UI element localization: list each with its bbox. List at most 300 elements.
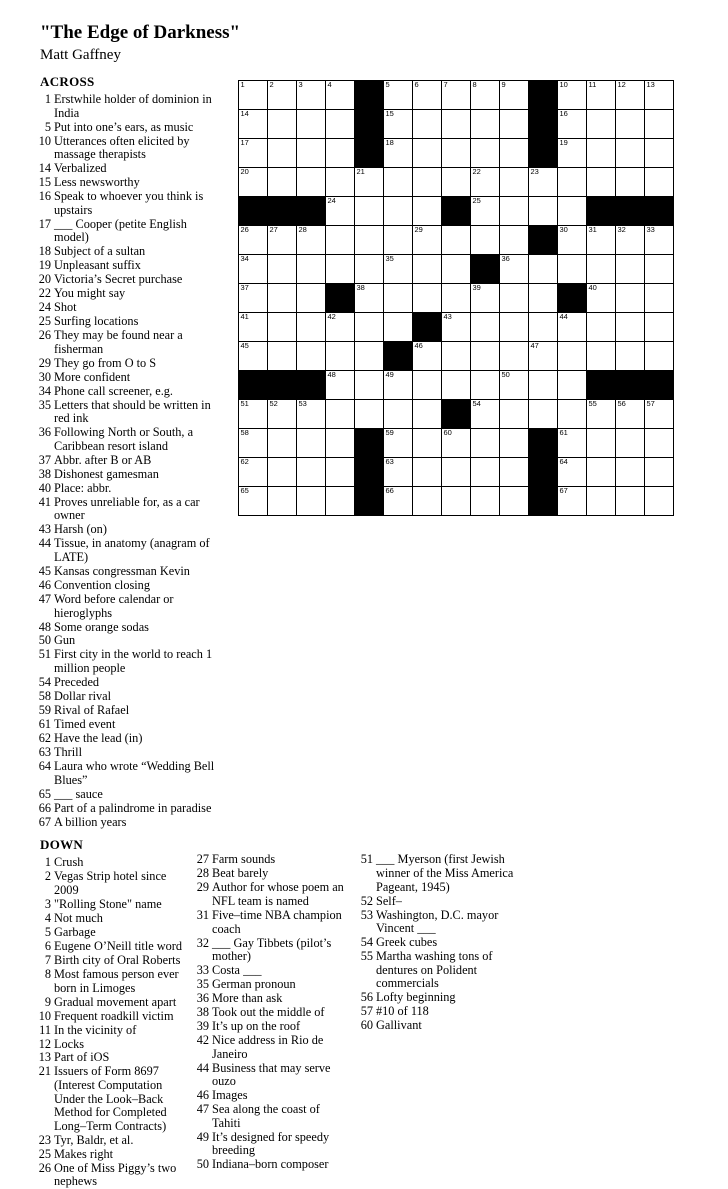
grid-cell[interactable] (587, 139, 616, 168)
grid-cell[interactable] (442, 139, 471, 168)
grid-cell[interactable] (326, 400, 355, 429)
grid-cell[interactable] (442, 284, 471, 313)
grid-cell[interactable] (442, 371, 471, 400)
clue-text: Laura who wrote “Wedding Bell Blues” (54, 758, 215, 787)
clue-item (198, 1089, 350, 1103)
grid-cell[interactable] (616, 168, 645, 197)
grid-cell[interactable] (413, 197, 442, 226)
grid-cell[interactable] (442, 458, 471, 487)
grid-cell-block (442, 197, 471, 226)
grid-cell[interactable] (268, 139, 297, 168)
grid-cell[interactable] (384, 197, 413, 226)
grid-cell[interactable] (471, 284, 500, 313)
clue-text: "Rolling Stone" name (54, 897, 162, 912)
clue-item (40, 1134, 186, 1148)
grid-cell[interactable] (500, 313, 529, 342)
clue-text: Lofty beginning (376, 990, 456, 1005)
grid-cell[interactable] (645, 110, 674, 139)
grid-cell[interactable] (529, 168, 558, 197)
grid-cell[interactable] (645, 487, 674, 516)
grid-cell[interactable] (384, 371, 413, 400)
grid-cell-block (384, 342, 413, 371)
grid-cell-block (268, 371, 297, 400)
grid-cell[interactable] (297, 81, 326, 110)
across-clue-list (40, 93, 222, 829)
grid-cell[interactable] (297, 168, 326, 197)
grid-cell-number: 14 (240, 109, 249, 118)
clue-item (40, 760, 222, 787)
grid-cell[interactable] (326, 313, 355, 342)
grid-cell[interactable] (558, 226, 587, 255)
grid-cell[interactable] (268, 284, 297, 313)
grid-cell[interactable] (471, 487, 500, 516)
clue-text: Abbr. after B or AB (54, 452, 152, 467)
grid-cell[interactable] (268, 400, 297, 429)
grid-cell[interactable] (413, 168, 442, 197)
grid-cell[interactable] (471, 371, 500, 400)
grid-cell[interactable] (297, 400, 326, 429)
grid-cell[interactable] (500, 342, 529, 371)
grid-cell[interactable] (326, 429, 355, 458)
grid-cell[interactable] (558, 139, 587, 168)
grid-cell[interactable] (471, 226, 500, 255)
clue-item (40, 926, 186, 940)
grid-cell-number: 54 (472, 399, 481, 408)
clue-text: They may be found near a fisherman (54, 328, 183, 356)
grid-cell-number: 12 (617, 80, 626, 89)
grid-cell[interactable] (645, 429, 674, 458)
clue-item (40, 121, 222, 135)
grid-cell[interactable] (645, 313, 674, 342)
clue-item (40, 968, 186, 995)
grid-cell[interactable] (326, 342, 355, 371)
grid-cell-block (529, 429, 558, 458)
grid-cell[interactable] (326, 139, 355, 168)
grid-cell-number: 2 (269, 80, 274, 89)
clue-number: 21 (38, 1064, 51, 1079)
clue-text: Farm sounds (212, 852, 276, 867)
clue-item (40, 1051, 186, 1065)
grid-cell[interactable] (239, 284, 268, 313)
grid-cell-number: 19 (559, 138, 568, 147)
grid-cell[interactable] (355, 226, 384, 255)
grid-cell[interactable] (384, 458, 413, 487)
grid-cell[interactable] (500, 139, 529, 168)
grid-cell[interactable] (384, 139, 413, 168)
grid-cell[interactable] (268, 313, 297, 342)
grid-cell[interactable] (239, 110, 268, 139)
clue-text: Most famous person ever born in Limoges (54, 966, 179, 995)
grid-cell[interactable] (645, 458, 674, 487)
grid-cell[interactable] (471, 81, 500, 110)
grid-cell[interactable] (355, 284, 384, 313)
grid-cell[interactable] (558, 487, 587, 516)
spacer (198, 837, 350, 853)
grid-cell[interactable] (355, 371, 384, 400)
grid-cell[interactable] (587, 342, 616, 371)
clue-number: 36 (38, 425, 51, 440)
grid-cell[interactable] (239, 226, 268, 255)
grid-cell[interactable] (500, 458, 529, 487)
clue-number: 54 (360, 935, 373, 950)
grid-cell-block (442, 400, 471, 429)
grid-cell[interactable] (442, 110, 471, 139)
grid-cell[interactable] (268, 342, 297, 371)
grid-cell[interactable] (442, 168, 471, 197)
clue-item (362, 1005, 514, 1019)
grid-cell[interactable] (500, 371, 529, 400)
grid-cell[interactable] (384, 429, 413, 458)
grid-cell-number: 35 (385, 254, 394, 263)
grid-cell[interactable] (268, 110, 297, 139)
grid-cell[interactable] (587, 81, 616, 110)
grid-cell[interactable] (587, 313, 616, 342)
grid-cell[interactable] (413, 458, 442, 487)
grid-cell[interactable] (413, 429, 442, 458)
grid-cell[interactable] (413, 371, 442, 400)
clue-item (40, 399, 222, 426)
clue-number: 13 (38, 1050, 51, 1065)
grid-cell[interactable] (297, 226, 326, 255)
clue-item (40, 426, 222, 453)
grid-cell[interactable] (616, 255, 645, 284)
clue-text: Tissue, in anatomy (anagram of LATE) (54, 536, 210, 564)
grid-cell-number: 7 (443, 80, 448, 89)
clue-item (40, 329, 222, 356)
grid-cell[interactable] (529, 284, 558, 313)
grid-row (239, 313, 674, 342)
grid-cell-block (558, 284, 587, 313)
grid-cell-number: 29 (414, 225, 423, 234)
grid-cell[interactable] (326, 81, 355, 110)
grid-row (239, 197, 674, 226)
clue-number: 64 (38, 758, 51, 773)
grid-cell[interactable] (268, 487, 297, 516)
grid-cell[interactable] (239, 81, 268, 110)
grid-cell[interactable] (587, 226, 616, 255)
grid-cell[interactable] (616, 487, 645, 516)
grid-cell[interactable] (384, 313, 413, 342)
grid-cell[interactable] (442, 313, 471, 342)
grid-cell[interactable] (645, 284, 674, 313)
clue-item (40, 454, 222, 468)
clue-number: 40 (38, 480, 51, 495)
grid-cell[interactable] (558, 197, 587, 226)
grid-cell[interactable] (471, 110, 500, 139)
clue-number: 51 (360, 852, 373, 867)
clue-text: Frequent roadkill victim (54, 1008, 174, 1023)
grid-cell[interactable] (558, 400, 587, 429)
grid-cell[interactable] (442, 487, 471, 516)
clue-item (362, 936, 514, 950)
grid-cell-number: 60 (443, 428, 452, 437)
grid-cell[interactable] (471, 313, 500, 342)
grid-cell[interactable] (471, 168, 500, 197)
grid-cell[interactable] (587, 429, 616, 458)
grid-cell[interactable] (558, 168, 587, 197)
grid-cell[interactable] (384, 110, 413, 139)
grid-row (239, 371, 674, 400)
grid-cell-number: 16 (559, 109, 568, 118)
grid-cell[interactable] (616, 139, 645, 168)
grid-cell[interactable] (500, 197, 529, 226)
grid-cell[interactable] (529, 342, 558, 371)
clue-item (40, 1038, 186, 1052)
grid-cell[interactable] (413, 284, 442, 313)
grid-cell[interactable] (297, 139, 326, 168)
grid-cell[interactable] (297, 313, 326, 342)
grid-cell[interactable] (239, 400, 268, 429)
grid-cell[interactable] (558, 371, 587, 400)
grid-cell[interactable] (268, 429, 297, 458)
grid-cell[interactable] (587, 284, 616, 313)
grid-cell[interactable] (471, 342, 500, 371)
clue-item (40, 1148, 186, 1162)
clue-text: Proves unreliable for, as a car owner (54, 494, 200, 523)
grid-cell[interactable] (500, 400, 529, 429)
grid-cell[interactable] (558, 342, 587, 371)
grid-cell[interactable] (355, 255, 384, 284)
grid-cell[interactable] (471, 429, 500, 458)
grid-cell[interactable] (384, 255, 413, 284)
grid-cell[interactable] (413, 487, 442, 516)
clue-item (198, 1062, 350, 1089)
grid-cell[interactable] (239, 429, 268, 458)
grid-cell[interactable] (558, 313, 587, 342)
grid-cell[interactable] (268, 81, 297, 110)
grid-cell[interactable] (239, 313, 268, 342)
grid-cell[interactable] (500, 429, 529, 458)
clue-text: Dishonest gamesman (54, 466, 159, 481)
grid-cell[interactable] (616, 458, 645, 487)
clue-item (40, 565, 222, 579)
grid-cell[interactable] (413, 400, 442, 429)
grid-cell[interactable] (384, 81, 413, 110)
grid-cell-number: 32 (617, 225, 626, 234)
grid-cell[interactable] (500, 487, 529, 516)
grid-row (239, 168, 674, 197)
clue-number: 50 (196, 1157, 209, 1172)
grid-cell[interactable] (471, 458, 500, 487)
grid-cell[interactable] (616, 110, 645, 139)
clue-text: You might say (54, 286, 126, 301)
clue-number: 50 (38, 633, 51, 648)
grid-cell-number: 44 (559, 312, 568, 321)
grid-cell[interactable] (645, 400, 674, 429)
grid-cell[interactable] (384, 284, 413, 313)
grid-cell[interactable] (268, 255, 297, 284)
grid-cell[interactable] (442, 429, 471, 458)
grid-cell[interactable] (587, 110, 616, 139)
grid-cell[interactable] (529, 400, 558, 429)
grid-cell[interactable] (558, 429, 587, 458)
grid-cell[interactable] (529, 255, 558, 284)
grid-cell[interactable] (297, 284, 326, 313)
grid-cell[interactable] (297, 342, 326, 371)
grid-cell-block (529, 458, 558, 487)
grid-cell[interactable] (645, 226, 674, 255)
grid-cell[interactable] (616, 313, 645, 342)
grid-cell[interactable] (326, 255, 355, 284)
clue-text: Erstwhile holder of dominion in India (54, 92, 212, 120)
across-heading: ACROSS (40, 74, 95, 89)
clue-text: Unpleasant suffix (54, 258, 141, 273)
clue-text: Letters that should be written in red ink (54, 397, 211, 426)
grid-cell-block (297, 371, 326, 400)
grid-cell[interactable] (442, 226, 471, 255)
grid-cell-number: 48 (327, 370, 336, 379)
grid-cell[interactable] (326, 487, 355, 516)
grid-cell[interactable] (384, 487, 413, 516)
clue-item (40, 621, 222, 635)
grid-cell[interactable] (645, 81, 674, 110)
grid-cell[interactable] (616, 81, 645, 110)
clue-item (40, 287, 222, 301)
grid-cell-number: 3 (298, 80, 303, 89)
clue-text: In the vicinity of (54, 1022, 137, 1037)
clue-item (198, 964, 350, 978)
clue-number: 34 (38, 383, 51, 398)
grid-cell[interactable] (239, 255, 268, 284)
clue-text: Place: abbr. (54, 480, 112, 495)
grid-cell[interactable] (268, 226, 297, 255)
grid-cell[interactable] (239, 139, 268, 168)
grid-cell[interactable] (413, 81, 442, 110)
clue-text: Birth city of Oral Roberts (54, 952, 181, 967)
grid-cell[interactable] (587, 400, 616, 429)
clue-number: 53 (360, 907, 373, 922)
grid-cell[interactable] (500, 110, 529, 139)
grid-cell[interactable] (616, 429, 645, 458)
grid-cell[interactable] (384, 226, 413, 255)
clue-item (40, 315, 222, 329)
grid-cell[interactable] (384, 168, 413, 197)
grid-cell[interactable] (645, 139, 674, 168)
clue-item (40, 1065, 186, 1133)
grid-cell[interactable] (326, 226, 355, 255)
grid-cell[interactable] (558, 81, 587, 110)
clue-item (40, 870, 186, 897)
grid-cell[interactable] (558, 458, 587, 487)
grid-cell[interactable] (529, 371, 558, 400)
grid-cell[interactable] (239, 487, 268, 516)
grid-cell[interactable] (239, 342, 268, 371)
crossword-grid[interactable] (238, 80, 674, 516)
grid-cell[interactable] (326, 110, 355, 139)
grid-cell[interactable] (355, 400, 384, 429)
grid-cell[interactable] (471, 197, 500, 226)
clue-text: Following North or South, a Caribbean resort island (54, 425, 194, 453)
clue-text: Shot (54, 300, 77, 315)
down-clues-column-3 (362, 837, 514, 1033)
grid-cell[interactable] (326, 168, 355, 197)
grid-row (239, 429, 674, 458)
grid-cell[interactable] (355, 168, 384, 197)
clue-number: 57 (360, 1004, 373, 1019)
clue-number: 9 (44, 994, 51, 1009)
grid-cell[interactable] (442, 342, 471, 371)
grid-cell[interactable] (326, 197, 355, 226)
grid-cell[interactable] (239, 458, 268, 487)
grid-cell[interactable] (616, 226, 645, 255)
grid-cell[interactable] (268, 168, 297, 197)
grid-cell[interactable] (297, 255, 326, 284)
grid-cell[interactable] (239, 168, 268, 197)
grid-cell-number: 34 (240, 254, 249, 263)
clue-text: Self– (376, 893, 402, 908)
grid-cell[interactable] (471, 400, 500, 429)
grid-cell[interactable] (355, 197, 384, 226)
grid-cell[interactable] (355, 313, 384, 342)
grid-cell[interactable] (413, 255, 442, 284)
clue-text: #10 of 118 (376, 1004, 429, 1019)
grid-cell[interactable] (587, 168, 616, 197)
clue-text: Washington, D.C. mayor Vincent ___ (376, 907, 499, 936)
grid-cell-number: 39 (472, 283, 481, 292)
grid-cell[interactable] (645, 168, 674, 197)
grid-cell[interactable] (413, 139, 442, 168)
grid-cell[interactable] (297, 458, 326, 487)
grid-cell[interactable] (500, 226, 529, 255)
grid-cell[interactable] (587, 255, 616, 284)
grid-cell[interactable] (326, 458, 355, 487)
clue-item (198, 1020, 350, 1034)
grid-cell[interactable] (384, 400, 413, 429)
grid-cell-number: 21 (356, 167, 365, 176)
grid-cell[interactable] (645, 255, 674, 284)
grid-cell[interactable] (297, 487, 326, 516)
grid-cell[interactable] (355, 342, 384, 371)
clue-item (40, 301, 222, 315)
grid-cell-number: 43 (443, 312, 452, 321)
grid-cell[interactable] (326, 371, 355, 400)
clue-text: Makes right (54, 1146, 114, 1161)
grid-cell[interactable] (268, 458, 297, 487)
clue-text: Harsh (on) (54, 522, 107, 537)
grid-cell[interactable] (471, 139, 500, 168)
grid-cell[interactable] (645, 342, 674, 371)
grid-cell[interactable] (413, 110, 442, 139)
grid-cell[interactable] (442, 81, 471, 110)
grid-cell[interactable] (297, 429, 326, 458)
grid-cell[interactable] (500, 168, 529, 197)
grid-cell[interactable] (500, 255, 529, 284)
grid-cell[interactable] (297, 110, 326, 139)
grid-cell[interactable] (529, 313, 558, 342)
clue-text: More confident (54, 369, 131, 384)
grid-cell[interactable] (587, 458, 616, 487)
grid-cell[interactable] (616, 342, 645, 371)
author-byline: Matt Gaffney (40, 47, 121, 63)
grid-cell[interactable] (587, 487, 616, 516)
grid-cell[interactable] (500, 284, 529, 313)
grid-cell[interactable] (558, 255, 587, 284)
grid-cell[interactable] (413, 342, 442, 371)
grid-cell[interactable] (529, 197, 558, 226)
clue-number: 16 (38, 189, 51, 204)
grid-cell[interactable] (442, 255, 471, 284)
clue-number: 4 (44, 911, 51, 926)
clue-item (362, 895, 514, 909)
grid-cell[interactable] (558, 110, 587, 139)
grid-cell-number: 5 (385, 80, 390, 89)
grid-cell[interactable] (616, 400, 645, 429)
clue-item (198, 937, 350, 964)
grid-cell[interactable] (500, 81, 529, 110)
grid-cell[interactable] (413, 226, 442, 255)
grid-cell-number: 52 (269, 399, 278, 408)
grid-cell[interactable] (616, 284, 645, 313)
